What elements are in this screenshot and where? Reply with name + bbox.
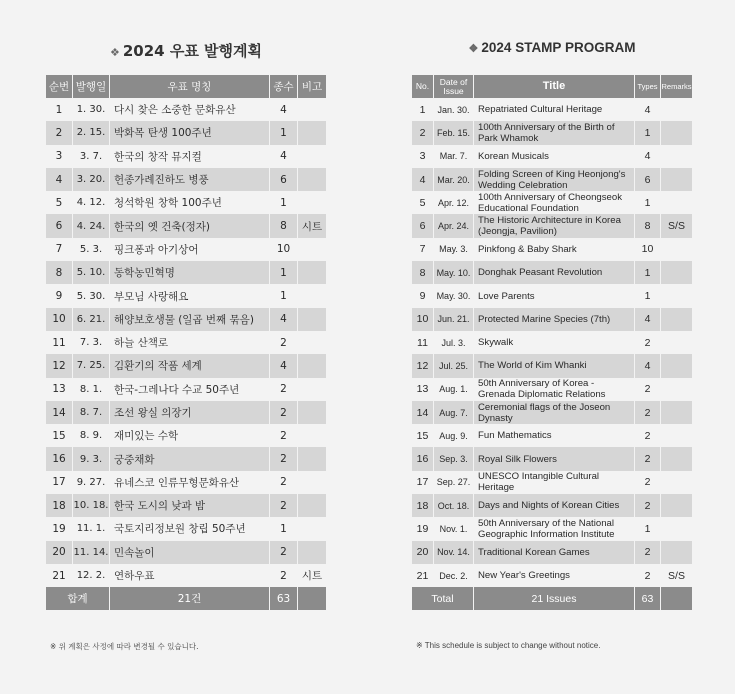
diamond-bullet-icon: ❖ — [468, 43, 479, 55]
remarks — [298, 517, 326, 540]
english-title: ❖ 2024 STAMP PROGRAM — [468, 40, 636, 55]
total-types: 63 — [635, 587, 661, 610]
table-row — [412, 517, 692, 540]
remarks — [661, 541, 692, 564]
row-number: 5 — [412, 191, 434, 214]
table-row — [46, 308, 326, 331]
table-row — [412, 564, 692, 587]
issue-date: Apr. 12. — [434, 191, 474, 214]
table-row — [46, 564, 326, 587]
issue-date: 7. 25. — [73, 354, 110, 377]
issue-date: 9. 3. — [73, 447, 110, 470]
stamp-title: 동학농민혁명 — [110, 261, 270, 284]
row-number: 4 — [412, 168, 434, 191]
type-count: 6 — [635, 168, 661, 191]
stamp-title: 부모님 사랑해요 — [110, 284, 270, 307]
remarks — [298, 471, 326, 494]
stamp-title: Korean Musicals — [474, 145, 635, 168]
remarks — [661, 238, 692, 261]
stamp-title: 민속놀이 — [110, 541, 270, 564]
type-count: 4 — [635, 354, 661, 377]
korean-title: ❖ 2024 우표 발행계획 — [109, 42, 262, 60]
stamp-title: Days and Nights of Korean Cities — [474, 494, 635, 517]
korean-schedule-table — [46, 75, 326, 610]
stamp-title: 김환기의 작품 세계 — [110, 354, 270, 377]
row-number: 7 — [412, 238, 434, 261]
table-row — [412, 284, 692, 307]
total-label: Total — [412, 587, 474, 610]
table-row — [412, 261, 692, 284]
row-number: 8 — [46, 261, 73, 284]
remarks — [661, 517, 692, 540]
table-row — [46, 424, 326, 447]
issue-date: 8. 1. — [73, 378, 110, 401]
table-header-row — [46, 75, 326, 98]
table-row — [46, 238, 326, 261]
table-row — [46, 261, 326, 284]
table-row — [412, 378, 692, 401]
row-number: 1 — [46, 98, 73, 121]
header-types: Types — [635, 75, 661, 98]
stamp-title: Ceremonial flags of the Joseon Dynasty — [474, 401, 635, 424]
stamp-title: 한국-그레나다 수교 50주년 — [110, 378, 270, 401]
remarks — [661, 354, 692, 377]
issue-date: Mar. 7. — [434, 145, 474, 168]
table-row — [412, 121, 692, 144]
type-count: 4 — [270, 98, 298, 121]
issue-date: 8. 7. — [73, 401, 110, 424]
stamp-title: The World of Kim Whanki — [474, 354, 635, 377]
type-count: 2 — [635, 471, 661, 494]
table-row — [46, 541, 326, 564]
type-count: 1 — [270, 284, 298, 307]
english-schedule-table — [412, 75, 692, 610]
remarks — [661, 261, 692, 284]
row-number: 10 — [412, 308, 434, 331]
row-number: 18 — [412, 494, 434, 517]
stamp-title: 조선 왕실 의장기 — [110, 401, 270, 424]
type-count: 2 — [635, 378, 661, 401]
stamp-title: 핑크퐁과 아기상어 — [110, 238, 270, 261]
stamp-title: New Year's Greetings — [474, 564, 635, 587]
row-number: 5 — [46, 191, 73, 214]
stamp-title: Folding Screen of King Heonjong's Wedding Celebration — [474, 168, 635, 191]
issue-date: 3. 20. — [73, 168, 110, 191]
stamp-title: Repatriated Cultural Heritage — [474, 98, 635, 121]
stamp-title: 청석학원 창학 100주년 — [110, 191, 270, 214]
table-row — [412, 494, 692, 517]
table-row — [412, 98, 692, 121]
type-count: 2 — [270, 471, 298, 494]
row-number: 14 — [412, 401, 434, 424]
type-count: 2 — [635, 331, 661, 354]
type-count: 1 — [270, 191, 298, 214]
row-number: 6 — [412, 214, 434, 237]
remarks — [661, 447, 692, 470]
header-title: Title — [474, 75, 635, 98]
type-count: 2 — [635, 424, 661, 447]
row-number: 20 — [412, 541, 434, 564]
remarks: 시트 — [298, 214, 326, 237]
remarks — [661, 121, 692, 144]
row-number: 19 — [46, 517, 73, 540]
issue-date: 11. 1. — [73, 517, 110, 540]
header-types: 종수 — [270, 75, 298, 98]
stamp-title: Royal Silk Flowers — [474, 447, 635, 470]
stamp-title: 해양보호생물 (일곱 번째 묶음) — [110, 308, 270, 331]
row-number: 9 — [412, 284, 434, 307]
table-row — [46, 121, 326, 144]
row-number: 16 — [412, 447, 434, 470]
type-count: 1 — [270, 261, 298, 284]
issue-date: Nov. 1. — [434, 517, 474, 540]
korean-note: ※ 위 계획은 사정에 따라 변경될 수 있습니다. — [50, 642, 199, 651]
row-number: 8 — [412, 261, 434, 284]
type-count: 4 — [635, 308, 661, 331]
type-count: 2 — [270, 401, 298, 424]
issue-date: Aug. 1. — [434, 378, 474, 401]
stamp-title: Pinkfong & Baby Shark — [474, 238, 635, 261]
issue-date: Sep. 3. — [434, 447, 474, 470]
table-row — [412, 424, 692, 447]
issue-date: 12. 2. — [73, 564, 110, 587]
remarks — [661, 308, 692, 331]
issue-date: Jan. 30. — [434, 98, 474, 121]
remarks — [298, 331, 326, 354]
table-row — [46, 284, 326, 307]
stamp-title: 궁중채화 — [110, 447, 270, 470]
table-row — [46, 378, 326, 401]
remarks — [298, 261, 326, 284]
header-date: 발행일 — [73, 75, 110, 98]
table-row — [46, 331, 326, 354]
type-count: 1 — [635, 517, 661, 540]
type-count: 10 — [270, 238, 298, 261]
table-row — [412, 331, 692, 354]
issue-date: Jul. 3. — [434, 331, 474, 354]
remarks — [298, 424, 326, 447]
remarks — [661, 98, 692, 121]
table-row — [46, 214, 326, 237]
type-count: 1 — [635, 121, 661, 144]
issue-date: 4. 24. — [73, 214, 110, 237]
type-count: 6 — [270, 168, 298, 191]
row-number: 15 — [46, 424, 73, 447]
stamp-title: UNESCO Intangible Cultural Heritage — [474, 471, 635, 494]
row-number: 11 — [412, 331, 434, 354]
header-date: Date of Issue — [434, 75, 474, 98]
type-count: 2 — [270, 447, 298, 470]
total-row — [412, 587, 692, 610]
row-number: 16 — [46, 447, 73, 470]
remarks: 시트 — [298, 564, 326, 587]
remarks — [298, 168, 326, 191]
remarks — [298, 494, 326, 517]
table-row — [46, 354, 326, 377]
table-row — [412, 447, 692, 470]
table-row — [412, 168, 692, 191]
type-count: 8 — [635, 214, 661, 237]
remarks — [298, 145, 326, 168]
type-count: 2 — [270, 494, 298, 517]
header-no: 순번 — [46, 75, 73, 98]
stamp-title: 한국의 창작 뮤지컬 — [110, 145, 270, 168]
row-number: 21 — [412, 564, 434, 587]
header-no: No. — [412, 75, 434, 98]
remarks — [298, 378, 326, 401]
table-row — [46, 191, 326, 214]
stamp-title: Fun Mathematics — [474, 424, 635, 447]
stamp-title: 한국의 옛 건축(정자) — [110, 214, 270, 237]
type-count: 2 — [270, 331, 298, 354]
type-count: 2 — [270, 564, 298, 587]
issue-date: 8. 9. — [73, 424, 110, 447]
header-remarks: Remarks — [661, 75, 692, 98]
issue-date: Nov. 14. — [434, 541, 474, 564]
table-row — [412, 471, 692, 494]
type-count: 2 — [635, 401, 661, 424]
type-count: 2 — [635, 541, 661, 564]
type-count: 2 — [635, 564, 661, 587]
row-number: 4 — [46, 168, 73, 191]
total-issues: 21 Issues — [474, 587, 635, 610]
row-number: 6 — [46, 214, 73, 237]
type-count: 4 — [635, 98, 661, 121]
table-row — [412, 145, 692, 168]
table-row — [46, 145, 326, 168]
stamp-title: 재미있는 수학 — [110, 424, 270, 447]
remarks — [661, 378, 692, 401]
remarks — [298, 238, 326, 261]
issue-date: May. 30. — [434, 284, 474, 307]
table-row — [46, 517, 326, 540]
issue-date: 4. 12. — [73, 191, 110, 214]
type-count: 1 — [635, 261, 661, 284]
stamp-title: Traditional Korean Games — [474, 541, 635, 564]
stamp-title: 국토지리정보원 창립 50주년 — [110, 517, 270, 540]
issue-date: Jul. 25. — [434, 354, 474, 377]
table-row — [46, 447, 326, 470]
type-count: 4 — [270, 308, 298, 331]
row-number: 9 — [46, 284, 73, 307]
row-number: 17 — [412, 471, 434, 494]
stamp-title: 다시 찾은 소중한 문화유산 — [110, 98, 270, 121]
stamp-title: Skywalk — [474, 331, 635, 354]
type-count: 10 — [635, 238, 661, 261]
remarks — [298, 541, 326, 564]
row-number: 19 — [412, 517, 434, 540]
type-count: 2 — [635, 447, 661, 470]
diamond-bullet-icon: ❖ — [109, 46, 120, 59]
table-row — [412, 354, 692, 377]
row-number: 10 — [46, 308, 73, 331]
type-count: 2 — [270, 541, 298, 564]
total-types: 63 — [270, 587, 298, 610]
remarks — [298, 191, 326, 214]
stamp-title: 하늘 산책로 — [110, 331, 270, 354]
issue-date: Jun. 21. — [434, 308, 474, 331]
issue-date: 9. 27. — [73, 471, 110, 494]
remarks — [661, 471, 692, 494]
stamp-title: 박화목 탄생 100주년 — [110, 121, 270, 144]
stamp-title: 100th Anniversary of Cheongseok Educational Foundation — [474, 191, 635, 214]
issue-date: Aug. 9. — [434, 424, 474, 447]
issue-date: Oct. 18. — [434, 494, 474, 517]
remarks — [661, 191, 692, 214]
type-count: 4 — [270, 354, 298, 377]
table-row — [46, 98, 326, 121]
english-note: ※ This schedule is subject to change without notice. — [416, 641, 601, 650]
remarks: S/S — [661, 214, 692, 237]
remarks — [298, 401, 326, 424]
table-row — [46, 401, 326, 424]
issue-date: May. 10. — [434, 261, 474, 284]
remarks — [298, 354, 326, 377]
header-remarks: 비고 — [298, 75, 326, 98]
row-number: 14 — [46, 401, 73, 424]
table-row — [412, 401, 692, 424]
table-header-row — [412, 75, 692, 98]
type-count: 1 — [635, 191, 661, 214]
row-number: 20 — [46, 541, 73, 564]
stamp-title: Love Parents — [474, 284, 635, 307]
remarks — [661, 401, 692, 424]
remarks — [298, 121, 326, 144]
row-number: 21 — [46, 564, 73, 587]
row-number: 12 — [46, 354, 73, 377]
row-number: 17 — [46, 471, 73, 494]
issue-date: 5. 30. — [73, 284, 110, 307]
row-number: 12 — [412, 354, 434, 377]
row-number: 2 — [46, 121, 73, 144]
row-number: 1 — [412, 98, 434, 121]
issue-date: 2. 15. — [73, 121, 110, 144]
stamp-title: Donghak Peasant Revolution — [474, 261, 635, 284]
issue-date: 5. 10. — [73, 261, 110, 284]
issue-date: Feb. 15. — [434, 121, 474, 144]
remarks — [661, 424, 692, 447]
remarks — [661, 145, 692, 168]
issue-date: 7. 3. — [73, 331, 110, 354]
remarks — [298, 308, 326, 331]
row-number: 18 — [46, 494, 73, 517]
type-count: 1 — [270, 121, 298, 144]
total-issues: 21건 — [110, 587, 270, 610]
type-count: 4 — [270, 145, 298, 168]
table-row — [412, 191, 692, 214]
stamp-title: 연하우표 — [110, 564, 270, 587]
type-count: 4 — [635, 145, 661, 168]
type-count: 1 — [270, 517, 298, 540]
remarks — [661, 331, 692, 354]
stamp-title: 유네스코 인류무형문화유산 — [110, 471, 270, 494]
row-number: 3 — [412, 145, 434, 168]
row-number: 13 — [46, 378, 73, 401]
remarks — [298, 447, 326, 470]
table-row — [46, 471, 326, 494]
table-row — [46, 168, 326, 191]
table-row — [46, 494, 326, 517]
stamp-title: Protected Marine Species (7th) — [474, 308, 635, 331]
stamp-title: 50th Anniversary of the National Geographic Information Institute — [474, 517, 635, 540]
row-number: 2 — [412, 121, 434, 144]
table-row — [412, 238, 692, 261]
total-remarks — [298, 587, 326, 610]
issue-date: 1. 30. — [73, 98, 110, 121]
remarks — [298, 98, 326, 121]
issue-date: 5. 3. — [73, 238, 110, 261]
remarks — [298, 284, 326, 307]
stamp-title: The Historic Architecture in Korea (Jeongja, Pavilion) — [474, 214, 635, 237]
type-count: 8 — [270, 214, 298, 237]
type-count: 1 — [635, 284, 661, 307]
total-label: 합계 — [46, 587, 110, 610]
stamp-title: 100th Anniversary of the Birth of Park Whamok — [474, 121, 635, 144]
issue-date: 3. 7. — [73, 145, 110, 168]
row-number: 13 — [412, 378, 434, 401]
issue-date: Aug. 7. — [434, 401, 474, 424]
row-number: 7 — [46, 238, 73, 261]
issue-date: May. 3. — [434, 238, 474, 261]
table-row — [412, 541, 692, 564]
header-title: 우표 명칭 — [110, 75, 270, 98]
type-count: 2 — [270, 378, 298, 401]
remarks — [661, 168, 692, 191]
type-count: 2 — [270, 424, 298, 447]
remarks — [661, 494, 692, 517]
total-row — [46, 587, 326, 610]
issue-date: Dec. 2. — [434, 564, 474, 587]
stamp-title: 50th Anniversary of Korea - Grenada Diplomatic Relations — [474, 378, 635, 401]
issue-date: Mar. 20. — [434, 168, 474, 191]
row-number: 11 — [46, 331, 73, 354]
row-number: 15 — [412, 424, 434, 447]
issue-date: Apr. 24. — [434, 214, 474, 237]
remarks — [661, 284, 692, 307]
issue-date: Sep. 27. — [434, 471, 474, 494]
remarks: S/S — [661, 564, 692, 587]
stamp-title: 헌종가례진하도 병풍 — [110, 168, 270, 191]
table-row — [412, 308, 692, 331]
issue-date: 10. 18. — [73, 494, 110, 517]
type-count: 2 — [635, 494, 661, 517]
table-row — [412, 214, 692, 237]
issue-date: 6. 21. — [73, 308, 110, 331]
total-remarks — [661, 587, 692, 610]
row-number: 3 — [46, 145, 73, 168]
stamp-title: 한국 도시의 낮과 밤 — [110, 494, 270, 517]
issue-date: 11. 14. — [73, 541, 110, 564]
